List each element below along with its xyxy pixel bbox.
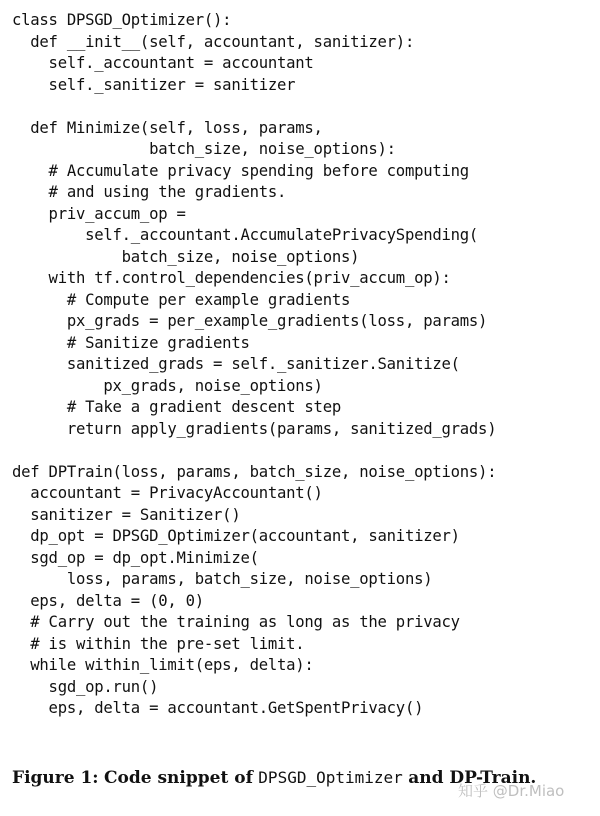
code-line: px_grads, noise_options) bbox=[12, 376, 323, 395]
code-line: def Minimize(self, loss, params, bbox=[12, 118, 323, 137]
code-line: dp_opt = DPSGD_Optimizer(accountant, sanitizer) bbox=[12, 527, 460, 545]
code-line: sgd_op.run() bbox=[12, 677, 159, 696]
caption-text-after: and DP-Train. bbox=[408, 768, 537, 788]
figure-label: Figure 1: bbox=[12, 768, 99, 788]
code-line: sgd_op = dp_opt.Minimize( bbox=[12, 548, 259, 567]
code-line: eps, delta = accountant.GetSpentPrivacy() bbox=[12, 699, 424, 717]
code-line: while within_limit(eps, delta): bbox=[12, 656, 314, 674]
code-line: with tf.control_dependencies(priv_accum_op): bbox=[12, 269, 451, 287]
code-line: # Sanitize gradients bbox=[12, 333, 250, 352]
code-line: # Carry out the training as long as the privacy bbox=[12, 613, 460, 631]
caption-code-name: DPSGD_Optimizer bbox=[258, 768, 403, 787]
code-line: priv_accum_op = bbox=[12, 204, 186, 223]
watermark: 知乎 @Dr.Miao bbox=[458, 782, 565, 800]
code-line: eps, delta = (0, 0) bbox=[12, 591, 204, 610]
code-line: # Accumulate privacy spending before computing bbox=[12, 161, 469, 180]
code-line bbox=[12, 440, 592, 462]
code-line: self._sanitizer = sanitizer bbox=[12, 75, 296, 94]
code-line: class DPSGD_Optimizer(): bbox=[12, 11, 232, 29]
code-line: sanitizer = Sanitizer() bbox=[12, 505, 241, 524]
code-line: sanitized_grads = self._sanitizer.Sanitize( bbox=[12, 355, 460, 373]
code-line: self._accountant = accountant bbox=[12, 54, 314, 72]
code-line: # is within the pre-set limit. bbox=[12, 634, 305, 653]
caption-text-before: Code snippet of bbox=[103, 768, 253, 788]
code-line: batch_size, noise_options): bbox=[12, 140, 396, 158]
code-line: accountant = PrivacyAccountant() bbox=[12, 484, 323, 502]
code-line: def DPTrain(loss, params, batch_size, noise_options): bbox=[12, 462, 497, 481]
code-line: return apply_gradients(params, sanitized_grads) bbox=[12, 419, 497, 438]
code-line: self._accountant.AccumulatePrivacySpending( bbox=[12, 226, 479, 244]
code-line: batch_size, noise_options) bbox=[12, 247, 360, 266]
code-line: # Compute per example gradients bbox=[12, 290, 351, 309]
code-line: # and using the gradients. bbox=[12, 183, 287, 201]
code-line: loss, params, batch_size, noise_options) bbox=[12, 570, 433, 588]
code-snippet bbox=[12, 10, 592, 720]
code-line: # Take a gradient descent step bbox=[12, 398, 341, 416]
code-line: px_grads = per_example_gradients(loss, params) bbox=[12, 312, 488, 330]
code-line bbox=[12, 96, 592, 118]
code-line: def __init__(self, accountant, sanitizer): bbox=[12, 32, 415, 51]
